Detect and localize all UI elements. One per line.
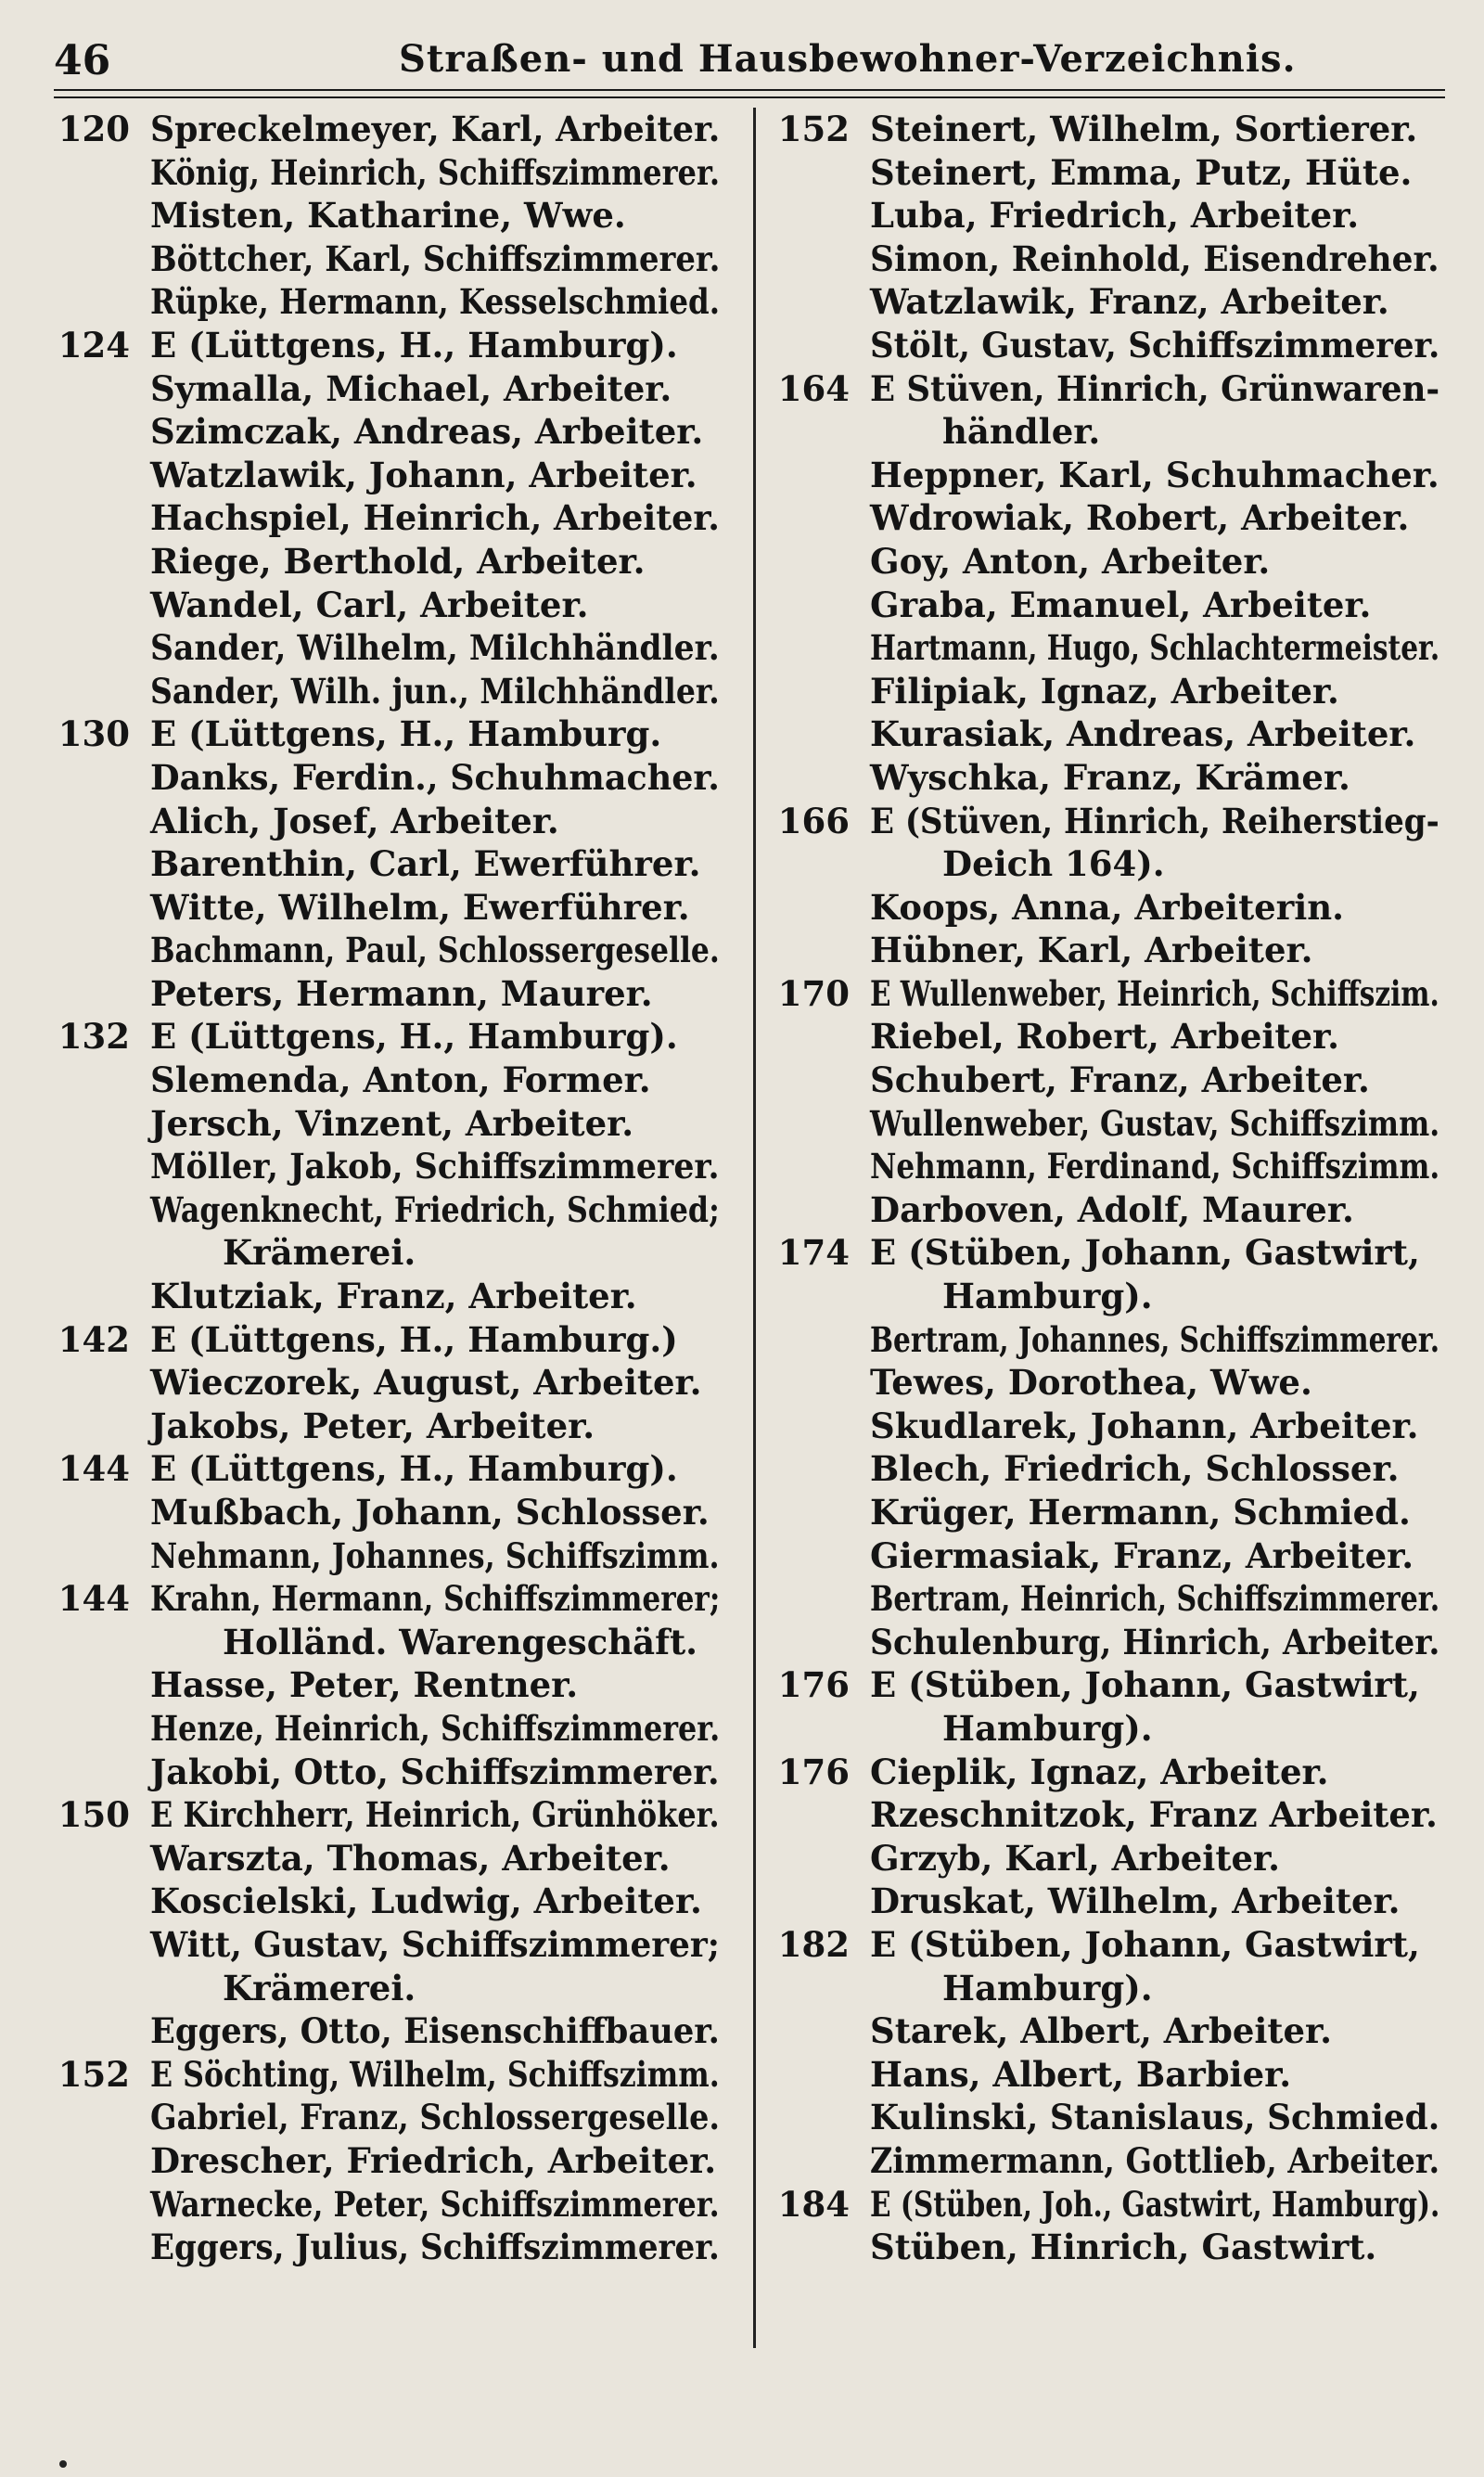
directory-entry: [757, 1145, 1443, 1188]
resident-text: Krüger, Hermann, Schmied.: [870, 1492, 1411, 1533]
directory-entry: [37, 1059, 723, 1102]
resident-text: Graba, Emanuel, Arbeiter.: [870, 584, 1372, 625]
directory-entry: [37, 626, 723, 670]
directory-entry: [757, 626, 1443, 670]
directory-entry: [37, 800, 723, 843]
resident-text: Hans, Albert, Barbier.: [870, 2053, 1292, 2095]
directory-entry: [757, 1707, 1443, 1751]
resident-text: Zimmermann, Gottlieb, Arbeiter.: [870, 2139, 1440, 2181]
resident-text: E (Lüttgens, H., Hamburg.: [150, 713, 662, 755]
house-number: 164: [777, 367, 850, 409]
resident-text: Hübner, Karl, Arbeiter.: [870, 930, 1313, 971]
directory-entry: [37, 1923, 723, 1967]
directory-entry: [757, 1275, 1443, 1318]
directory-entry: [37, 540, 723, 584]
resident-text: Druskat, Wilhelm, Arbeiter.: [870, 1880, 1401, 1922]
resident-text: Krämerei.: [223, 1967, 416, 2009]
resident-text: Barenthin, Carl, Ewerführer.: [150, 843, 701, 885]
resident-text: Witte, Wilhelm, Ewerführer.: [150, 886, 690, 928]
resident-text: Koscielski, Ludwig, Arbeiter.: [150, 1880, 702, 1922]
directory-entry: [37, 2009, 723, 2053]
header-rule: [54, 96, 1445, 98]
resident-text: Symalla, Michael, Arbeiter.: [150, 367, 672, 409]
resident-text: Warnecke, Peter, Schiffszimmerer.: [150, 2183, 720, 2225]
directory-entry: [37, 410, 723, 454]
resident-text: Stüben, Hinrich, Gastwirt.: [870, 2227, 1377, 2268]
resident-text: Wieczorek, August, Arbeiter.: [150, 1362, 702, 1404]
directory-entry: [37, 367, 723, 411]
print-speck: [59, 2460, 67, 2468]
directory-entry: [757, 194, 1443, 237]
directory-entry: [757, 1793, 1443, 1837]
house-number: 150: [58, 1794, 130, 1836]
directory-entry: [37, 280, 723, 324]
resident-text: Sander, Wilhelm, Milchhändler.: [150, 627, 720, 669]
resident-text: Gabriel, Franz, Schlossergeselle.: [150, 2097, 721, 2138]
resident-text: Deich 164).: [942, 843, 1165, 885]
resident-text: Wullenweber, Gustav, Schiffszimm.: [870, 1102, 1440, 1144]
house-number: 166: [777, 800, 850, 841]
directory-entry: [757, 1361, 1443, 1405]
resident-text: Darboven, Adolf, Maurer.: [870, 1188, 1354, 1230]
directory-entry: [757, 540, 1443, 584]
directory-entry: [37, 1275, 723, 1318]
column-divider: [753, 108, 756, 2348]
resident-text: Luba, Friedrich, Arbeiter.: [870, 195, 1360, 237]
directory-entry: [37, 1793, 723, 1837]
resident-text: Grzyb, Karl, Arbeiter.: [870, 1837, 1280, 1879]
directory-entry: [757, 1663, 1443, 1707]
resident-text: E (Lüttgens, H., Hamburg).: [150, 1016, 678, 1058]
directory-entry: [37, 929, 723, 972]
directory-entry: [757, 2226, 1443, 2269]
resident-text: Wandel, Carl, Arbeiter.: [150, 584, 589, 625]
house-number: 174: [777, 1232, 850, 1274]
directory-entry: [757, 324, 1443, 367]
house-number: 124: [58, 324, 130, 366]
directory-entry: [37, 1361, 723, 1405]
resident-text: Eggers, Otto, Eisenschiffbauer.: [150, 2010, 720, 2052]
directory-entry: [37, 1405, 723, 1448]
resident-text: Böttcher, Karl, Schiffszimmerer.: [150, 237, 721, 279]
directory-entry: [757, 1534, 1443, 1578]
running-title: Straßen- und Hausbewohner-Verzeichnis.: [399, 37, 1297, 81]
house-number: 182: [777, 1923, 850, 1965]
resident-text: Hamburg).: [942, 1707, 1153, 1749]
directory-entry: [37, 151, 723, 195]
directory-entry: [757, 712, 1443, 756]
directory-entry: [757, 1447, 1443, 1491]
resident-text: Sander, Wilh. jun., Milchhändler.: [150, 670, 720, 712]
resident-text: Hachspiel, Heinrich, Arbeiter.: [150, 497, 720, 539]
resident-text: Kurasiak, Andreas, Arbeiter.: [870, 713, 1416, 755]
directory-entry: [37, 1534, 723, 1578]
resident-text: Stölt, Gustav, Schiffszimmerer.: [870, 324, 1440, 366]
resident-text: Henze, Heinrich, Schiffszimmerer.: [150, 1707, 721, 1749]
resident-text: Rzeschnitzok, Franz Arbeiter.: [870, 1794, 1438, 1836]
directory-entry: [37, 1102, 723, 1146]
directory-entry: [37, 584, 723, 627]
directory-entry: [757, 1880, 1443, 1923]
directory-entry: [757, 1015, 1443, 1059]
directory-entry: [37, 2096, 723, 2139]
resident-text: Steinert, Emma, Putz, Hüte.: [870, 151, 1413, 193]
resident-text: Kulinski, Stanislaus, Schmied.: [870, 2097, 1440, 2138]
resident-text: Cieplik, Ignaz, Arbeiter.: [870, 1751, 1329, 1792]
resident-text: Wdrowiak, Robert, Arbeiter.: [870, 497, 1410, 539]
directory-entry: [757, 929, 1443, 972]
directory-entry: [37, 1880, 723, 1923]
resident-text: Heppner, Karl, Schuhmacher.: [870, 454, 1439, 495]
resident-text: Slemenda, Anton, Former.: [150, 1059, 651, 1101]
directory-entry: [757, 151, 1443, 195]
directory-entry: [37, 886, 723, 930]
directory-entry: [37, 2183, 723, 2227]
resident-text: E (Stüben, Johann, Gastwirt,: [870, 1232, 1420, 1274]
resident-text: Jakobi, Otto, Schiffszimmerer.: [150, 1751, 720, 1792]
resident-text: E (Stüben, Johann, Gastwirt,: [870, 1923, 1420, 1965]
directory-entry: [757, 454, 1443, 497]
resident-text: Nehmann, Ferdinand, Schiffszimm.: [870, 1146, 1440, 1187]
directory-entry: [37, 1318, 723, 1362]
resident-text: Jersch, Vinzent, Arbeiter.: [150, 1102, 634, 1144]
resident-text: Starek, Albert, Arbeiter.: [870, 2010, 1333, 2052]
resident-text: E (Stüben, Joh., Gastwirt, Hamburg).: [870, 2183, 1440, 2225]
resident-text: Bertram, Heinrich, Schiffszimmerer.: [870, 1578, 1440, 1620]
resident-text: Mußbach, Johann, Schlosser.: [150, 1492, 710, 1533]
house-number: 176: [777, 1664, 850, 1706]
house-number: 144: [58, 1578, 130, 1620]
directory-entry: [757, 584, 1443, 627]
resident-text: Bachmann, Paul, Schlossergeselle.: [150, 930, 720, 971]
page-number: 46: [54, 37, 111, 84]
resident-text: König, Heinrich, Schiffszimmerer.: [150, 151, 721, 193]
directory-entry: [757, 1577, 1443, 1621]
directory-entry: [37, 2053, 723, 2097]
directory-entry: [37, 1707, 723, 1751]
resident-text: E Wullenweber, Heinrich, Schiffszim.: [870, 972, 1439, 1014]
directory-entry: [757, 842, 1443, 886]
house-number: 132: [58, 1016, 130, 1058]
resident-text: Möller, Jakob, Schiffszimmerer.: [150, 1146, 720, 1187]
directory-entry: [757, 410, 1443, 454]
directory-entry: [37, 1491, 723, 1534]
directory-entry: [37, 324, 723, 367]
directory-entry: [757, 1318, 1443, 1362]
resident-text: E Kirchherr, Heinrich, Grünhöker.: [150, 1794, 720, 1836]
house-number: 152: [58, 2053, 130, 2095]
house-number: 170: [777, 972, 850, 1014]
resident-text: Koops, Anna, Arbeiterin.: [870, 886, 1345, 928]
directory-entry: [37, 1015, 723, 1059]
resident-text: Tewes, Dorothea, Wwe.: [870, 1362, 1312, 1404]
directory-entry: [37, 712, 723, 756]
resident-text: Steinert, Wilhelm, Sortierer.: [870, 109, 1418, 149]
resident-text: E Stüven, Hinrich, Grünwaren-: [870, 367, 1440, 409]
directory-entry: [757, 1967, 1443, 2010]
resident-text: E (Lüttgens, H., Hamburg).: [150, 1448, 678, 1490]
directory-entry: [37, 2226, 723, 2269]
directory-entry: [37, 454, 723, 497]
directory-entry: [757, 1837, 1443, 1880]
house-number: 184: [777, 2183, 850, 2225]
directory-entry: [37, 1621, 723, 1664]
directory-entry: [757, 2096, 1443, 2139]
directory-entry: [757, 670, 1443, 713]
resident-text: Watzlawik, Franz, Arbeiter.: [870, 281, 1389, 323]
resident-text: Drescher, Friedrich, Arbeiter.: [150, 2139, 717, 2181]
resident-text: Wagenknecht, Friedrich, Schmied;: [150, 1188, 720, 1230]
directory-entry: [37, 972, 723, 1016]
resident-text: Nehmann, Johannes, Schiffszimm.: [150, 1534, 720, 1576]
directory-entry: [757, 367, 1443, 411]
resident-text: Peters, Hermann, Maurer.: [150, 972, 653, 1014]
house-number: 152: [777, 109, 850, 149]
right-column: [757, 108, 1443, 2269]
resident-text: Giermasiak, Franz, Arbeiter.: [870, 1534, 1414, 1576]
directory-entry: [757, 1405, 1443, 1448]
directory-entry: [757, 1059, 1443, 1102]
house-number: 144: [58, 1448, 130, 1490]
page-header: [0, 0, 1484, 93]
resident-text: Warszta, Thomas, Arbeiter.: [150, 1837, 671, 1879]
resident-text: E (Stüben, Johann, Gastwirt,: [870, 1664, 1420, 1706]
house-number: 142: [58, 1318, 130, 1360]
directory-entry: [757, 1621, 1443, 1664]
directory-entry: [37, 2139, 723, 2183]
left-column: [37, 108, 723, 2269]
resident-text: Hartmann, Hugo, Schlachtermeister.: [870, 627, 1440, 669]
house-number: 176: [777, 1751, 850, 1792]
directory-entry: [37, 1967, 723, 2010]
directory-entry: [757, 800, 1443, 843]
resident-text: Wyschka, Franz, Krämer.: [870, 756, 1350, 798]
directory-entry: [757, 496, 1443, 540]
directory-entry: [757, 108, 1443, 151]
directory-entry: [37, 1188, 723, 1232]
resident-text: Blech, Friedrich, Schlosser.: [870, 1448, 1400, 1490]
resident-text: Hasse, Peter, Rentner.: [150, 1664, 579, 1706]
directory-entry: [37, 670, 723, 713]
directory-entry: [37, 1145, 723, 1188]
directory-entry: [757, 1102, 1443, 1146]
resident-text: Jakobs, Peter, Arbeiter.: [150, 1405, 595, 1446]
directory-entry: [37, 1447, 723, 1491]
directory-entry: [37, 1837, 723, 1880]
directory-entry: [37, 194, 723, 237]
resident-text: Schubert, Franz, Arbeiter.: [870, 1059, 1370, 1101]
resident-text: Witt, Gustav, Schiffszimmerer;: [150, 1923, 721, 1965]
resident-text: Schulenburg, Hinrich, Arbeiter.: [870, 1621, 1440, 1662]
resident-text: Alich, Josef, Arbeiter.: [150, 800, 559, 841]
resident-text: Misten, Katharine, Wwe.: [150, 195, 626, 237]
resident-text: E (Stüven, Hinrich, Reiherstieg-: [870, 800, 1439, 841]
resident-text: Klutziak, Franz, Arbeiter.: [150, 1276, 637, 1317]
directory-entry: [757, 1231, 1443, 1275]
resident-text: Goy, Anton, Arbeiter.: [870, 540, 1271, 582]
directory-entry: [757, 886, 1443, 930]
directory-entry: [757, 237, 1443, 281]
resident-text: Simon, Reinhold, Eisendreher.: [870, 237, 1439, 279]
resident-text: händler.: [942, 411, 1101, 453]
directory-entry: [37, 1751, 723, 1794]
resident-text: Spreckelmeyer, Karl, Arbeiter.: [150, 109, 721, 149]
directory-entry: [757, 756, 1443, 800]
resident-text: Hamburg).: [942, 1276, 1153, 1317]
directory-entry: [37, 237, 723, 281]
resident-text: E Söchting, Wilhelm, Schiffszimm.: [150, 2053, 720, 2095]
directory-entry: [757, 1751, 1443, 1794]
resident-text: E (Lüttgens, H., Hamburg.): [150, 1318, 678, 1360]
directory-entry: [37, 496, 723, 540]
resident-text: Watzlawik, Johann, Arbeiter.: [150, 454, 697, 495]
resident-text: Hamburg).: [942, 1967, 1153, 2009]
directory-entry: [757, 2053, 1443, 2097]
directory-entry: [757, 1491, 1443, 1534]
directory-entry: [757, 2139, 1443, 2183]
directory-entry: [37, 1231, 723, 1275]
resident-text: Krahn, Hermann, Schiffszimmerer;: [150, 1578, 721, 1620]
resident-text: Riebel, Robert, Arbeiter.: [870, 1016, 1340, 1058]
directory-entry: [37, 1577, 723, 1621]
house-number: 120: [58, 109, 130, 149]
resident-text: Filipiak, Ignaz, Arbeiter.: [870, 670, 1339, 712]
directory-entry: [37, 1663, 723, 1707]
directory-entry: [757, 1923, 1443, 1967]
resident-text: E (Lüttgens, H., Hamburg).: [150, 324, 678, 366]
resident-text: Krämerei.: [223, 1232, 416, 1274]
header-rule: [54, 89, 1445, 91]
resident-text: Holländ. Warengeschäft.: [223, 1621, 698, 1662]
directory-entry: [757, 1188, 1443, 1232]
directory-entry: [37, 756, 723, 800]
resident-text: Skudlarek, Johann, Arbeiter.: [870, 1405, 1419, 1446]
resident-text: Szimczak, Andreas, Arbeiter.: [150, 411, 704, 453]
resident-text: Bertram, Johannes, Schiffszimmerer.: [870, 1318, 1440, 1360]
resident-text: Riege, Berthold, Arbeiter.: [150, 540, 646, 582]
resident-text: Eggers, Julius, Schiffszimmerer.: [150, 2227, 720, 2268]
directory-entry: [757, 2183, 1443, 2227]
directory-entry: [757, 972, 1443, 1016]
directory-entry: [757, 280, 1443, 324]
directory-entry: [37, 108, 723, 151]
resident-text: Danks, Ferdin., Schuhmacher.: [150, 756, 720, 798]
house-number: 130: [58, 713, 130, 755]
directory-entry: [37, 842, 723, 886]
directory-entry: [757, 2009, 1443, 2053]
resident-text: Rüpke, Hermann, Kesselschmied.: [150, 281, 721, 323]
